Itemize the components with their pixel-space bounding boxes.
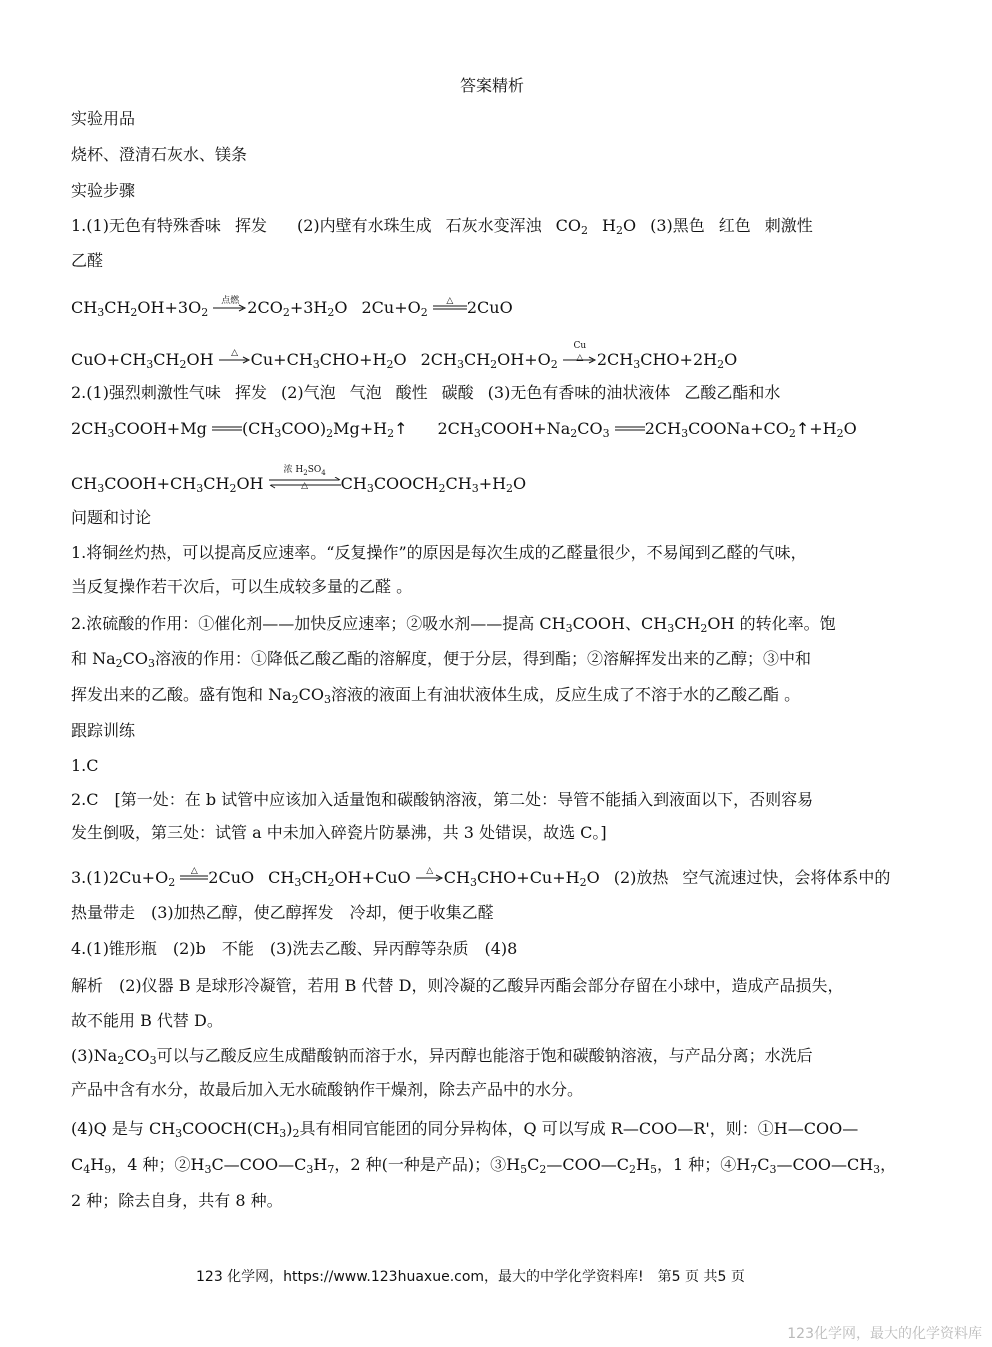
analysis-1: 解析 (2)仪器 B 是球形冷凝管，若用 B 代替 D，则冷凝的乙酸异丙酯会部分存留在小球中，造成产品损失，: [71, 976, 844, 995]
section-heading-practice: 跟踪训练: [71, 721, 136, 740]
practice-answer-3: $3.(1)2Cu+O_2$ △ 2CuO $CH_3CH_2OH+CuO$ △ $CH_3CHO+Cu+H_2O$ (2)放热 空气流速过快，会将体系中的: [71, 866, 891, 889]
analysis-3: $(3)Na_2CO_3$可以与乙酸反应生成醋酸钠而溶于水，异丙醇也能溶于饱和碳酸钠溶液，与产品分离；水洗后: [71, 1046, 813, 1067]
analysis-4-cont2: 2 种；除去自身，共有 8 种。: [71, 1191, 283, 1210]
reaction-equals: △: [446, 296, 454, 306]
section-heading-materials: 实验用品: [71, 109, 136, 128]
discussion-2: 2.浓硫酸的作用：①催化剂——加快反应速率；②吸水剂——提高 $CH_3COOH$、$CH_3CH_2OH$ 的转化率。饱: [71, 614, 836, 635]
analysis-1-cont: 故不能用 B 代替 D。: [71, 1011, 223, 1030]
reaction-arrow: △: [416, 873, 444, 883]
answer-line-3: 2.(1)强烈刺激性气味 挥发 (2)气泡 气泡 酸性 碳酸 (3)无色有香味的油状液体 乙酸乙酯和水: [71, 383, 781, 402]
answer-line-1: 1.(1)无色有特殊香味 挥发 (2)内壁有水珠生成 石灰水变浑浊 $CO_2$ $H_2O$ (3)黑色 红色 刺激性: [71, 216, 813, 237]
analysis-4-cont: $C_4H_9$，4 种；$②H_3C—COO—C_3H_7$，2 种(一种是产品)；$③H_5C_2—COO—C_2H_5$，1 种；$④H_7C_3—COO—CH_3$，: [71, 1155, 897, 1176]
discussion-1: 1.将铜丝灼热，可以提高反应速率。“反复操作”的原因是每次生成的乙醛量很少，不易闻到乙醛的气味，: [71, 543, 807, 562]
analysis-4: (4)Q 是与 $CH_3COOCH(CH_3)_2$具有相同官能团的同分异构体，Q 可以写成 R—COO—R'，则：①H—COO—: [71, 1119, 859, 1140]
watermark: 123化学网，最大的化学资料库: [787, 1326, 982, 1342]
equation-acetic-acid: $2CH_3COOH+Mg$ $(CH_3COO)_2Mg+H_2↑$ $2CH_3COOH+Na_2CO_3$ $2CH_3COONa+CO_2↑+H_2O$: [71, 419, 857, 440]
page-footer: 123 化学网，https://www.123huaxue.com，最大的中学化学资料库! 第5 页 共5 页: [196, 1269, 745, 1285]
practice-answer-4: 4.(1)锥形瓶 (2)b 不能 (3)洗去乙酸、异丙醇等杂质 (4)8: [71, 939, 518, 958]
reaction-arrow: 点燃: [213, 303, 247, 313]
discussion-1-cont: 当反复操作若干次后，可以生成较多量的乙醛 。: [71, 577, 413, 596]
page-title: 答案精析: [460, 76, 525, 95]
equation-cuo-ethanol: $CuO+CH_3CH_2OH$ △ $Cu+CH_3CHO+H_2O$ $2CH_3CH_2OH+O_2$ Cu △ $2CH_3CHO+2H_2O$: [71, 341, 738, 371]
practice-answer-1: 1.C: [71, 756, 99, 775]
reaction-arrow: Cu △: [563, 355, 597, 365]
answer-line-2: 乙醛: [71, 251, 104, 270]
practice-answer-2: 2.C [第一处：在 b 试管中应该加入适量饱和碳酸钠溶液，第二处：导管不能插入到液面以下，否则容易: [71, 790, 814, 809]
section-heading-discussion: 问题和讨论: [71, 508, 152, 527]
equation-ethanol-combustion: $CH_3CH_2OH+3O_2$ 点燃 $2CO_2+3H_2O$ $2Cu+O_2$ △ 2CuO: [71, 296, 513, 319]
reaction-equals: [615, 424, 645, 434]
materials-text: 烧杯、澄清石灰水、镁条: [71, 145, 248, 164]
practice-answer-3-cont: 热量带走 (3)加热乙醇，使乙醇挥发 冷却，便于收集乙醛: [71, 903, 494, 922]
reaction-equals: △: [190, 866, 198, 876]
reaction-arrow: △: [219, 355, 251, 365]
discussion-2-cont2: 挥发出来的乙酸。盛有饱和 $Na_2CO_3$溶液的液面上有油状液体生成，反应生成了不溶于水的乙酸乙酯 。: [71, 685, 801, 706]
discussion-2-cont: 和 $Na_2CO_3$溶液的作用：①降低乙酸乙酯的溶解度，便于分层，得到酯；②溶解挥发出来的乙醇；③中和: [71, 649, 812, 670]
reversible-arrow: 浓 $H_2SO_4$ △: [269, 477, 341, 489]
analysis-3-cont: 产品中含有水分，故最后加入无水硫酸钠作干燥剂，除去产品中的水分。: [71, 1080, 584, 1099]
equation-esterification: $CH_3COOH+CH_3CH_2OH$ 浓 $H_2SO_4$ △ $CH_3COOCH_2CH_3+H_2O$: [71, 465, 527, 495]
reaction-equals: [212, 424, 242, 434]
section-heading-steps: 实验步骤: [71, 181, 136, 200]
practice-answer-2-cont: 发生倒吸，第三处：试管 a 中未加入碎瓷片防暴沸，共 3 处错误，故选 C。]: [71, 823, 607, 842]
